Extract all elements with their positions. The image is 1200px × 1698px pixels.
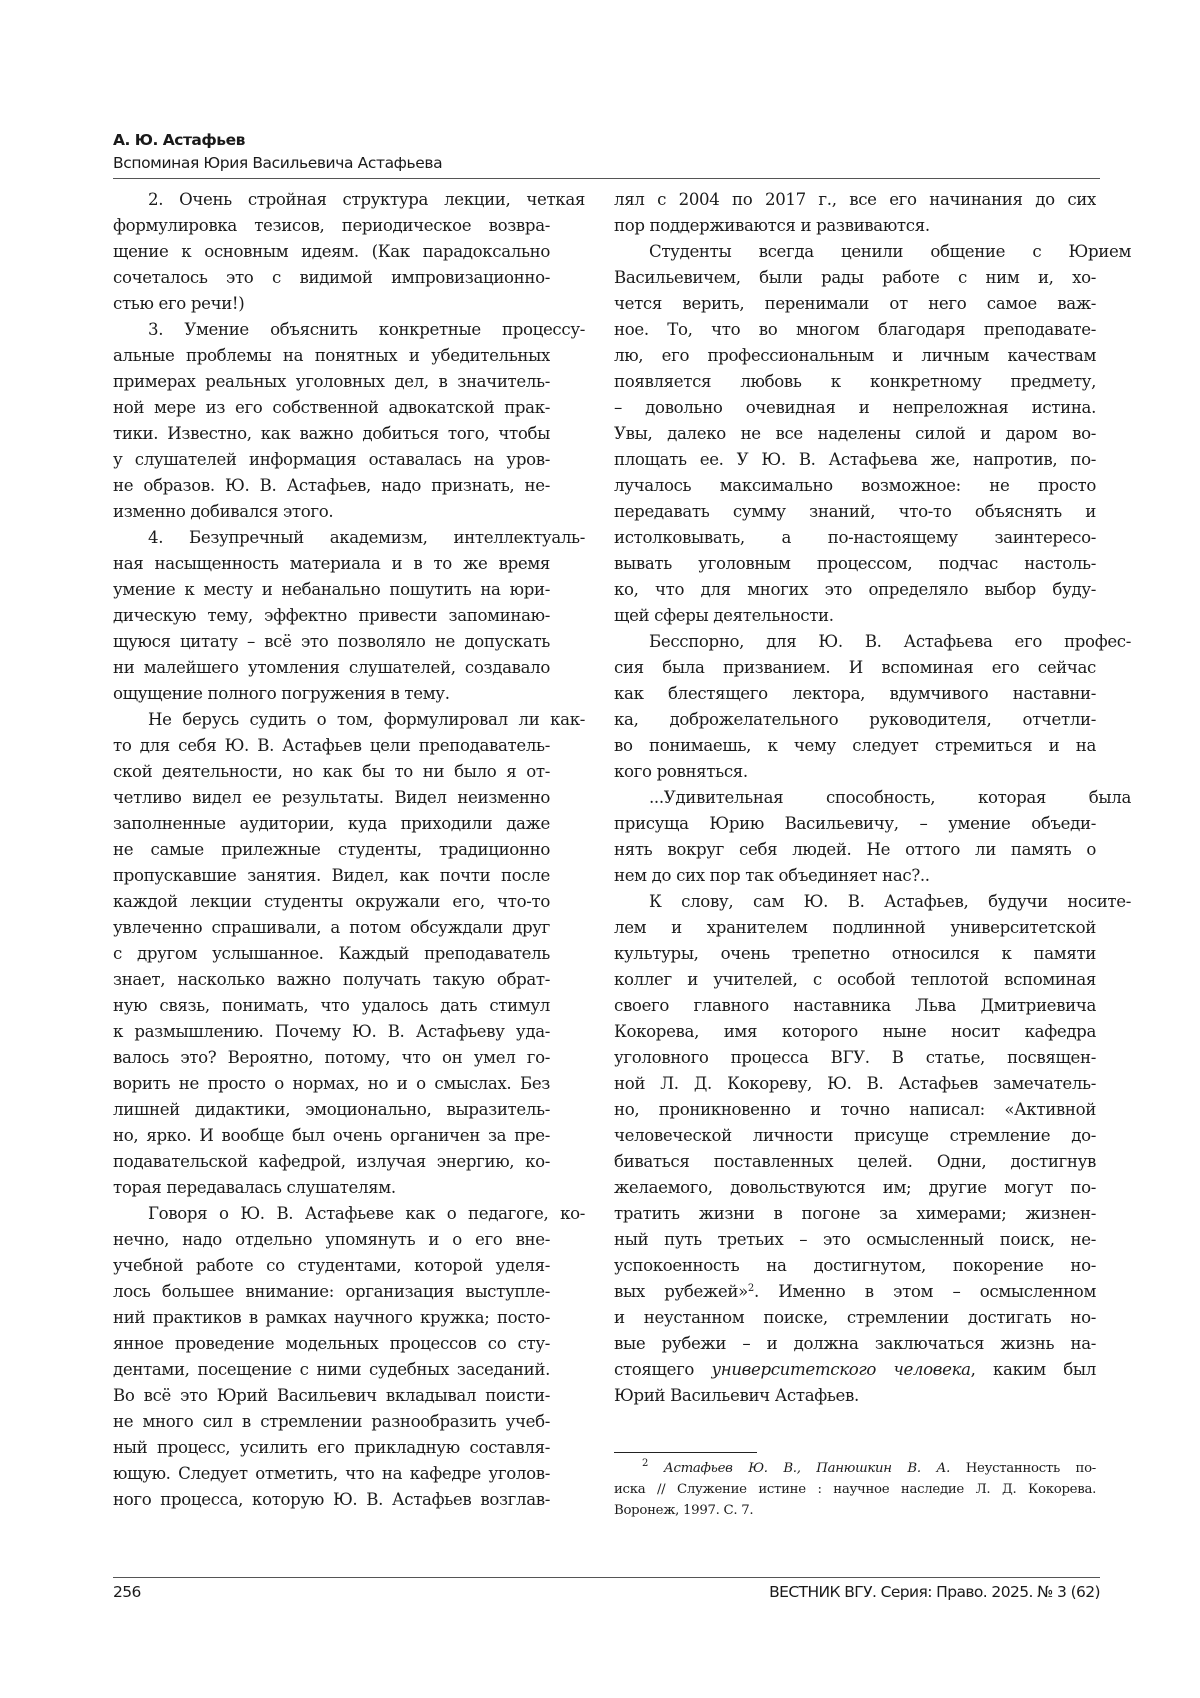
text-line-content: щение к основным идеям. (Как парадоксально — [113, 242, 550, 261]
text-line-content: но, проникновенно и точно написал: «Активной — [614, 1100, 1096, 1119]
text-line-content: ощущение полного погружения в тему. — [113, 684, 450, 703]
text-line — [113, 811, 550, 837]
text-line-content: щей сферы деятельности. — [614, 606, 834, 625]
text-line — [614, 1227, 1096, 1253]
right-column — [614, 187, 1131, 1409]
text-line — [614, 863, 1096, 889]
text-line — [614, 1383, 1096, 1409]
text-line — [614, 525, 1096, 551]
text-line-content: 4. Безупречный академизм, интеллектуаль- — [148, 528, 585, 547]
text-line — [113, 1487, 550, 1513]
running-head-author: А. Ю. Астафьев — [113, 131, 245, 149]
text-line — [614, 915, 1096, 941]
text-line — [614, 759, 1096, 785]
text-line — [113, 421, 550, 447]
footnote-line-1 — [614, 1458, 1096, 1479]
text-line — [614, 707, 1096, 733]
text-line — [113, 525, 585, 551]
text-line-content: – довольно очевидная и непреложная истина. — [614, 398, 1096, 417]
text-line — [113, 655, 550, 681]
text-line-content: во понимаешь, к чему следует стремиться и на — [614, 736, 1096, 755]
text-line — [113, 317, 585, 343]
text-line — [614, 213, 1096, 239]
text-line-content: лю, его профессиональным и личным качествам — [614, 346, 1096, 365]
text-line-content: увлеченно спрашивали, а потом обсуждали друг — [113, 918, 550, 937]
text-line — [113, 343, 550, 369]
text-line-content: формулировка тезисов, периодическое возвра- — [113, 216, 550, 235]
text-line — [614, 1331, 1096, 1357]
text-line — [614, 993, 1096, 1019]
text-line — [113, 941, 550, 967]
text-line-content: Говоря о Ю. В. Астафьеве как о педагоге, ко- — [148, 1204, 585, 1223]
text-line — [614, 1097, 1096, 1123]
text-line-content: ни малейшего утомления слушателей, создавало — [113, 658, 550, 677]
text-line-content: Кокорева, имя которого ныне носит кафедра — [614, 1022, 1096, 1041]
text-line-content: ка, доброжелательного руководителя, отчетли- — [614, 710, 1096, 729]
text-line — [113, 1409, 550, 1435]
text-line-content: валось это? Вероятно, потому, что он умел го- — [113, 1048, 550, 1067]
text-line-content: ного процесса, которую Ю. В. Астафьев возглав- — [113, 1490, 550, 1509]
text-line — [614, 395, 1096, 421]
page-number: 256 — [113, 1583, 141, 1601]
text-line — [614, 473, 1096, 499]
footnote-line-2: иска // Служение истине : научное наследие Л. Д. Кокорева. — [614, 1482, 1096, 1497]
text-line-content: Не берусь судить о том, формулировал ли как- — [148, 710, 585, 729]
text-line-content: пор поддерживаются и развиваются. — [614, 216, 930, 235]
text-line-content: Васильевичем, были рады работе с ним и, хо- — [614, 268, 1096, 287]
text-line — [614, 1019, 1096, 1045]
text-line-content: 3. Умение объяснить конкретные процессу- — [148, 320, 585, 339]
text-line — [113, 1045, 550, 1071]
text-line — [113, 1435, 550, 1461]
text-line — [614, 629, 1131, 655]
text-line — [113, 1149, 550, 1175]
running-head-title: Вспоминая Юрия Васильевича Астафьева — [113, 154, 443, 172]
text-line — [614, 265, 1096, 291]
text-line — [113, 1227, 550, 1253]
text-line — [113, 1253, 550, 1279]
text-line-content: истолковывать, а по-настоящему заинтересо- — [614, 528, 1096, 547]
text-line-content: кого ровняться. — [614, 762, 748, 781]
text-line-continuation: , каким был — [970, 1360, 1096, 1379]
text-line-content: площать ее. У Ю. В. Астафьева же, напротив, по- — [614, 450, 1096, 469]
footnote — [614, 1458, 1096, 1521]
text-line — [113, 629, 550, 655]
text-line-content: нечно, надо отдельно упомянуть и о его вне- — [113, 1230, 550, 1249]
text-line-content: и неустанном поиске, стремлении достигать но- — [614, 1308, 1096, 1327]
text-line — [113, 187, 585, 213]
footnote-title-start: Неустанность по- — [950, 1461, 1096, 1476]
text-line-content: четливо видел ее результаты. Видел неизменно — [113, 788, 550, 807]
text-line — [113, 239, 550, 265]
text-line-content: нем до сих пор так объединяет нас?.. — [614, 866, 930, 885]
text-line-content: культуры, очень трепетно относился к памяти — [614, 944, 1096, 963]
text-line-content: ко, что для многих это определяло выбор буду- — [614, 580, 1096, 599]
text-line-content: коллег и учителей, с особой теплотой вспоминая — [614, 970, 1096, 989]
text-line-content: дическую тему, эффектно привести запоминаю- — [113, 606, 550, 625]
text-line-content: передавать сумму знаний, что-то объяснять и — [614, 502, 1096, 521]
text-line-content: пропускавшие занятия. Видел, как почти после — [113, 866, 550, 885]
text-line-content: сия была призванием. И вспоминая его сейчас — [614, 658, 1096, 677]
text-line-content: лучалось максимально возможное: не просто — [614, 476, 1096, 495]
text-line-content: желаемого, довольствуются им; другие могут по- — [614, 1178, 1096, 1197]
text-line-continuation: . Именно в этом – осмысленном — [753, 1282, 1096, 1301]
text-line — [113, 291, 550, 317]
text-line-content: тратить жизни в погоне за химерами; жизнен- — [614, 1204, 1096, 1223]
text-line-content: успокоенность на достигнутом, покорение но- — [614, 1256, 1096, 1275]
text-line — [113, 1175, 550, 1201]
text-line — [113, 889, 550, 915]
text-line — [113, 473, 550, 499]
text-line-content: вых рубежей» — [614, 1282, 748, 1301]
text-line-content: у слушателей информация оставалась на уров- — [113, 450, 550, 469]
text-line-content: 2. Очень стройная структура лекции, четкая — [148, 190, 585, 209]
text-line-content: уголовного процесса ВГУ. В статье, посвящен- — [614, 1048, 1096, 1067]
text-line — [113, 551, 550, 577]
footnote-reference[interactable]: 2 — [747, 1283, 754, 1294]
text-line-content: К слову, сам Ю. В. Астафьев, будучи носите- — [649, 892, 1131, 911]
text-line — [113, 785, 550, 811]
text-line-content: ний практиков в рамках научного кружка; посто- — [113, 1308, 550, 1327]
text-line-content: ворить не просто о нормах, но и о смыслах. Без — [113, 1074, 550, 1093]
text-line-content: щуюся цитату – всё это позволяло не допускать — [113, 632, 550, 651]
text-line-content: каждой лекции студенты окружали его, что-то — [113, 892, 550, 911]
text-line-content: янное проведение модельных процессов со сту- — [113, 1334, 550, 1353]
text-line — [614, 369, 1096, 395]
text-line — [614, 1175, 1096, 1201]
text-line-content: нять вокруг себя людей. Не оттого ли память о — [614, 840, 1096, 859]
text-line-content: биваться поставленных целей. Одни, достигнув — [614, 1152, 1096, 1171]
text-line-content: тики. Известно, как важно добиться того, чтобы — [113, 424, 550, 443]
text-line — [614, 343, 1096, 369]
text-line-content: альные проблемы на понятных и убедительных — [113, 346, 550, 365]
text-line — [113, 1461, 550, 1487]
text-line — [614, 681, 1096, 707]
text-line-content: подавательской кафедрой, излучая энергию, ко- — [113, 1152, 550, 1171]
text-line-content: своего главного наставника Льва Дмитриевича — [614, 996, 1096, 1015]
text-line-content: человеческой личности присуще стремление до- — [614, 1126, 1096, 1145]
text-line — [614, 603, 1096, 629]
text-line-content: изменно добивался этого. — [113, 502, 334, 521]
text-line — [614, 421, 1096, 447]
text-line — [614, 187, 1096, 213]
text-line — [113, 733, 550, 759]
text-line — [113, 1383, 550, 1409]
text-line — [614, 577, 1096, 603]
text-line — [113, 993, 550, 1019]
text-line-content: чется верить, перенимали от него самое важ- — [614, 294, 1096, 313]
text-line — [614, 1357, 1096, 1383]
text-line — [614, 941, 1096, 967]
text-line-content: ная насыщенность материала и в то же время — [113, 554, 550, 573]
text-line — [614, 447, 1096, 473]
text-line — [113, 369, 550, 395]
text-line-content: появляется любовь к конкретному предмету, — [614, 372, 1096, 391]
text-line — [113, 915, 550, 941]
text-line — [113, 1305, 550, 1331]
text-line-content: ное. То, что во многом благодаря преподавате- — [614, 320, 1096, 339]
text-line-content: примерах реальных уголовных дел, в значитель- — [113, 372, 550, 391]
text-line — [113, 863, 550, 889]
text-line — [614, 1253, 1096, 1279]
text-line — [113, 1123, 550, 1149]
text-line — [614, 1279, 1096, 1305]
footnote-authors: Астафьев Ю. В., Панюшкин В. А. — [663, 1461, 951, 1476]
text-line-content: стью его речи!) — [113, 294, 245, 313]
text-line-content: дентами, посещение с ними судебных заседаний. — [113, 1360, 550, 1379]
text-line-content: заполненные аудитории, куда приходили даже — [113, 814, 550, 833]
text-line — [113, 603, 550, 629]
text-line — [113, 1019, 550, 1045]
text-line — [614, 1201, 1096, 1227]
text-line-content: лишней дидактики, эмоционально, выразитель- — [113, 1100, 550, 1119]
text-line-content: ную связь, понимать, что удалось дать стимул — [113, 996, 550, 1015]
text-line-content: присуща Юрию Васильевичу, – умение объеди- — [614, 814, 1096, 833]
text-line-content: не самые прилежные студенты, традиционно — [113, 840, 550, 859]
running-head — [113, 130, 1100, 174]
text-line — [614, 1305, 1096, 1331]
text-line — [113, 1279, 550, 1305]
text-line-content: ской деятельности, но как бы то ни было я от- — [113, 762, 550, 781]
journal-title: ВЕСТНИК ВГУ. Серия: Право. 2025. № 3 (62) — [769, 1583, 1100, 1601]
text-line — [614, 499, 1096, 525]
text-line — [614, 889, 1131, 915]
text-line-content: не много сил в стремлении разнообразить учеб- — [113, 1412, 550, 1431]
text-line — [113, 447, 550, 473]
text-line — [113, 707, 585, 733]
text-line-content: умение к месту и небанально пошутить на юри- — [113, 580, 550, 599]
text-line-content: торая передавалась слушателям. — [113, 1178, 396, 1197]
text-line — [614, 551, 1096, 577]
text-line-content: Студенты всегда ценили общение с Юрием — [649, 242, 1131, 261]
text-line — [113, 1071, 550, 1097]
text-line — [113, 577, 550, 603]
text-line-content: к размышлению. Почему Ю. В. Астафьеву уда- — [113, 1022, 550, 1041]
text-line — [113, 967, 550, 993]
text-line — [614, 785, 1131, 811]
text-line-content: Юрий Васильевич Астафьев. — [614, 1386, 859, 1405]
text-line-content: вые рубежи – и должна заключаться жизнь на- — [614, 1334, 1096, 1353]
text-line — [614, 733, 1096, 759]
text-line-content: ной Л. Д. Кокореву, Ю. В. Астафьев замечатель- — [614, 1074, 1096, 1093]
text-line-content: как блестящего лектора, вдумчивого наставни- — [614, 684, 1096, 703]
text-line — [614, 837, 1096, 863]
text-line-content: ный процесс, усилить его прикладную составля- — [113, 1438, 550, 1457]
text-line — [113, 213, 550, 239]
text-line-content: Во всё это Юрий Васильевич вкладывал поисти- — [113, 1386, 550, 1405]
text-line — [113, 759, 550, 785]
text-line — [614, 811, 1096, 837]
text-line — [113, 1357, 550, 1383]
footer-divider — [113, 1577, 1100, 1578]
text-line-content: учебной работе со студентами, которой уделя- — [113, 1256, 550, 1275]
text-line — [113, 837, 550, 863]
text-line-content: то для себя Ю. В. Астафьев цели преподаватель- — [113, 736, 550, 755]
text-line — [113, 395, 550, 421]
text-line — [113, 1097, 550, 1123]
text-line — [614, 1149, 1096, 1175]
footnote-divider — [614, 1452, 757, 1453]
text-line-content: ...Удивительная способность, которая была — [649, 788, 1131, 807]
text-line — [113, 265, 550, 291]
text-line-content: Бесспорно, для Ю. В. Астафьева его профес- — [649, 632, 1131, 651]
text-line-content: ющую. Следует отметить, что на кафедре уголов- — [113, 1464, 550, 1483]
text-line — [614, 239, 1131, 265]
text-line — [113, 681, 550, 707]
header-divider — [113, 178, 1100, 179]
text-line-content: не образов. Ю. В. Астафьев, надо признать, не- — [113, 476, 550, 495]
text-line-content: с другом услышанное. Каждый преподаватель — [113, 944, 550, 963]
text-line — [614, 1123, 1096, 1149]
text-line — [614, 1071, 1096, 1097]
text-line — [113, 499, 550, 525]
text-line-content: сочеталось это с видимой импровизационно- — [113, 268, 550, 287]
left-column — [113, 187, 585, 1513]
text-line — [614, 317, 1096, 343]
text-line-content: ный путь третьих – это осмысленный поиск, не- — [614, 1230, 1096, 1249]
text-line-content: стоящего — [614, 1360, 712, 1379]
text-line-content: лял с 2004 по 2017 г., все его начинания до сих — [614, 190, 1096, 209]
text-line — [614, 1045, 1096, 1071]
footnote-line-3: Воронеж, 1997. С. 7. — [614, 1503, 754, 1518]
text-line — [113, 1201, 585, 1227]
text-line-content: лем и хранителем подлинной университетской — [614, 918, 1096, 937]
text-line — [614, 655, 1096, 681]
text-line-content: лось большее внимание: организация выступле- — [113, 1282, 550, 1301]
text-line-content: ной мере из его собственной адвокатской прак- — [113, 398, 550, 417]
text-line-content: знает, насколько важно получать такую обрат- — [113, 970, 550, 989]
text-line — [113, 1331, 550, 1357]
text-line-content: но, ярко. И вообще был очень органичен за пре- — [113, 1126, 550, 1145]
text-line-content: вывать уголовным процессом, подчас настоль- — [614, 554, 1096, 573]
text-line-content: Увы, далеко не все наделены силой и даром во- — [614, 424, 1096, 443]
text-line — [614, 291, 1096, 317]
text-line — [614, 967, 1096, 993]
italic-emphasis: университетского человека — [711, 1360, 971, 1379]
footnote-number: 2 — [642, 1458, 649, 1469]
